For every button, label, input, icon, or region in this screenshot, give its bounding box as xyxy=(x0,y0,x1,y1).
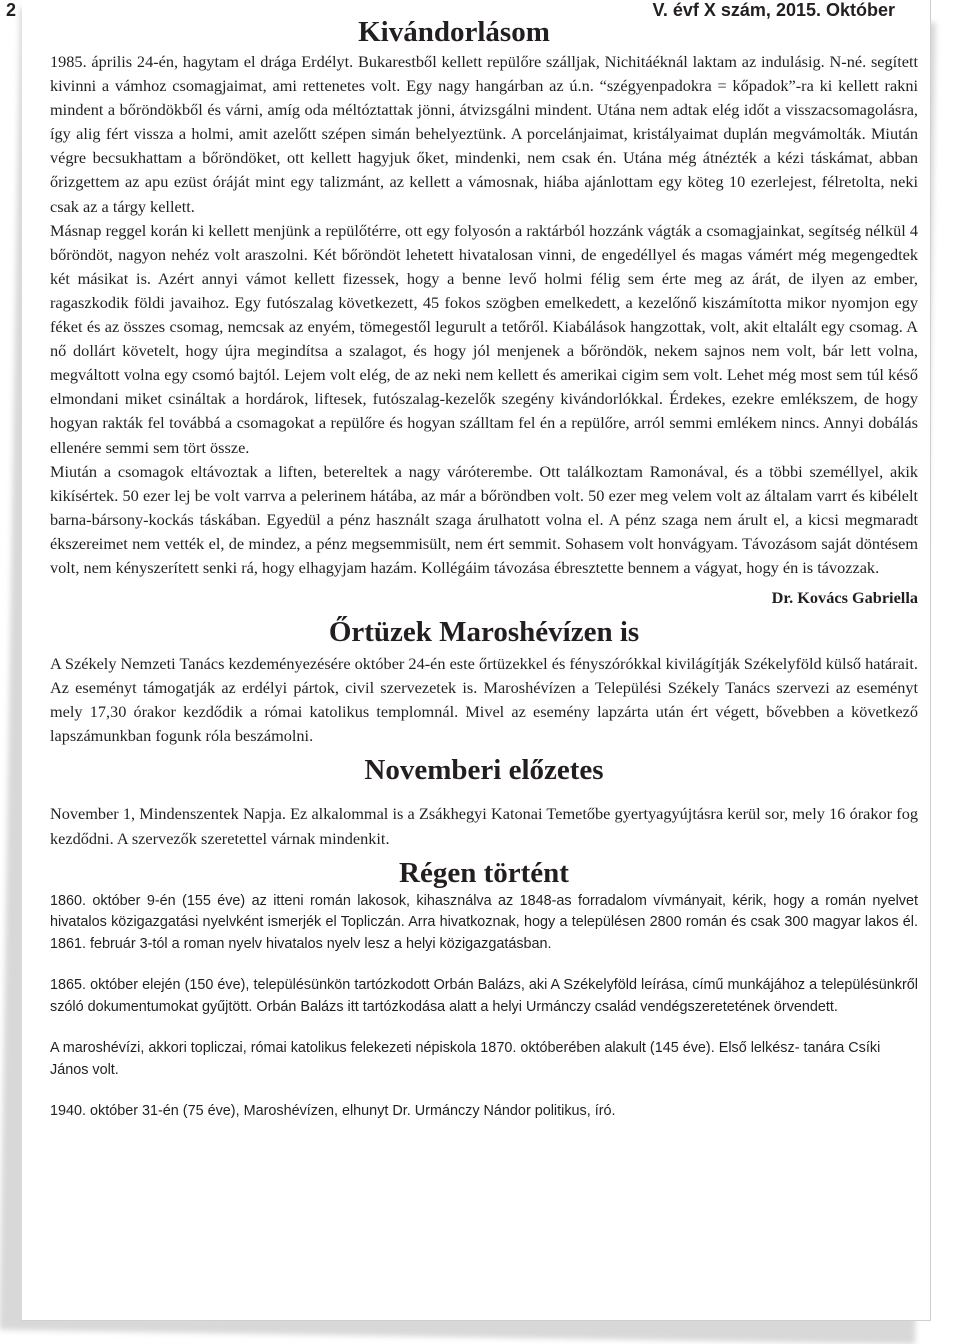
article-paragraph: A Székely Nemzeti Tanács kezdeményezésére október 24-én este őrtüzekkel és fényszórókkal kivilágítják Székelyföld külső határait. Az eseményt támogatják az erdélyi pártok, civil szervezetek is. Maroshévízen a Települési Székely Tanács szervezi az eseményt mely 17,30 órakor kezdődik a római katolikus templomnál. Mivel az esemény lapzárta után ért végett, bővebben a következő lapszámunkban fogunk róla beszámolni. xyxy=(50,654,918,746)
spacer xyxy=(50,1018,918,1038)
article-title-regen: Régen történt xyxy=(399,856,569,889)
issue-info: V. évf X szám, 2015. Október xyxy=(652,0,895,20)
article-title-kivandorlasom: Kivándorlásom xyxy=(358,16,550,48)
article-paragraph: 1985. április 24-én, hagytam el drága Erdélyt. Bukarestből kellett repülőre szálljak, Nichitáéknál laktam az indulásig. N-né. segített kivinni a vámhoz csomagjaimat, ami rettenetes volt. Egy nagy hangárban az ú.n. “szégyenpadokra = kőpadok”-ra ki kellett rakni mindent a bőröndökből és várni, amíg oda méltóztattak jönni, átvizsgálni mindent. Utána nem adtak elég időt a visszacsomagolásra, így alig fért vissza a holmi, amit azelőtt szépen simán behelyeztünk. A porcelánjaimat, kristályaimat duplán megvámolták. Miután végre becsukhattam a bőröndöket, ott kellett hagyjuk őket, mindenki, nem csak én. Utána még átnézték a kézi táskámat, abban őrizgettem az apu ezüst óráját mint egy talizmánt, az kellett a vámosnak, hiába ajánlottam egy köteg 10 ezerlejest, félretolta, neki csak az a tárgy kellett. xyxy=(50,52,918,216)
spacer xyxy=(50,1081,918,1101)
page-number: 2 xyxy=(6,0,17,20)
history-item: 1865. október elején (150 éve), településünkön tartózkodott Orbán Balázs, aki A Székelyföld leírása, című munkájához a településünkről szóló dokumentumokat gyűjtött. Orbán Balázs itt tartózkodása alatt a helyi Urmánczy család vendégszeretetének örvendett. xyxy=(50,977,918,1015)
article-title-novemberi: Novemberi előzetes xyxy=(364,754,604,787)
article-paragraph: November 1, Mindenszentek Napja. Ez alkalommal is a Zsákhegyi Katonai Temetőbe gyertyagyújtásra kerül sor, mely 16 órakor fog kezdődni. A szervezők szeretettel várnak mindenkit. xyxy=(50,804,918,848)
article-author: Dr. Kovács Gabriella xyxy=(771,588,918,608)
article-paragraph: Miután a csomagok eltávoztak a liften, betereltek a nagy váróterembe. Ott találkoztam Ramonával, és a többi személlyel, akik kikísértek. 50 ezer lej be volt varrva a pelerinem hátába, az már a bőröndben volt. 50 ezer meg velem volt az általam varrt és kibélelt barna-bársony-kockás táskában. Egyedül a pénz használt szaga árulhatott volna el. A pénz szaga nem árult el, a kicsi megmaradt ékszereimet nem vették el, de mindez, a pénz megsemmisült, nem ért semmit. Sohasem volt honvágyam. Távozásom saját döntésem volt, nem kényszerített senki rá, hogy elhagyjam hazám. Kollégáim távozása ébresztette bennem a vágyat, hogy én is távozzak. xyxy=(50,461,918,577)
history-item: A maroshévízi, akkori topliczai, római katolikus felekezeti népiskola 1870. októberében alakult (145 éve). Első lelkész- tanára Csíki János volt. xyxy=(50,1040,881,1078)
spacer xyxy=(50,955,918,975)
article-paragraph: Másnap reggel korán ki kellett menjünk a repülőtérre, ott egy folyosón a raktárból hozzánk vágták a csomagjainkat, segítség nélkül 4 bőröndöt, nagyon nehéz volt araszolni. Két bőröndöt lehetett hivatalosan vinni, de engedéllyel és magas vámért még megengedtek két másikat is. Azért annyi vámot kellett fizessek, hogy a benne levő holmi félig sem érte meg az árát, de ilyen az ember, ragaszkodik földi javaihoz. Egy futószalag következett, 45 fokos szögben emelkedett, a kezelőnő kiszámította mikor nyomjon egy féket és az összes csomag, nemcsak az enyém, tömegestől legurult a tetőről. Kiabálások hangzottak, volt, akit eltalált egy csomag. A nő dollárt követelt, hogy újra megindítsa a szalagot, és hogy jól menjenek a bőröndök, nekem sajnos nem volt, bár lett volna, megváltott volna egy csomó bajtól. Lejem volt elég, de az neki nem kellett és amerikai cigim sem volt. Lehet még most sem túl késő elmondani miket csináltak a hordárok, liftesek, futószalag-kezelők szegény kivándorlókkal. Érdekes, ezekre emlékszem, de hogy hogyan rakták fel továbbá a csomagokat a repülőre és hogyan szálltam fel én a repülőre, arról semmi emlékem nincs. Annyi dobálás ellenére semmi sem tört össze. xyxy=(50,220,918,457)
history-item: 1860. október 9-én (155 éve) az itteni román lakosok, kihasználva az 1848-as forradalom vívmányait, kérik, hogy a román nyelvet hivatalos közigazgatási nyelvként ismerjék el Topliczán. Arra hivatkoznak, hogy a településen 2800 román és csak 300 magyar lakos él. 1861. február 3-tól a roman nyelv hivatalos nyelv lesz a helyi közigazgatásban. xyxy=(50,892,918,952)
article-title-ortuzek: Őrtüzek Maroshévízen is xyxy=(328,616,640,649)
history-item: 1940. október 31-én (75 éve), Maroshévízen, elhunyt Dr. Urmánczy Nándor politikus, író. xyxy=(50,1103,616,1120)
page-content xyxy=(50,14,918,1123)
